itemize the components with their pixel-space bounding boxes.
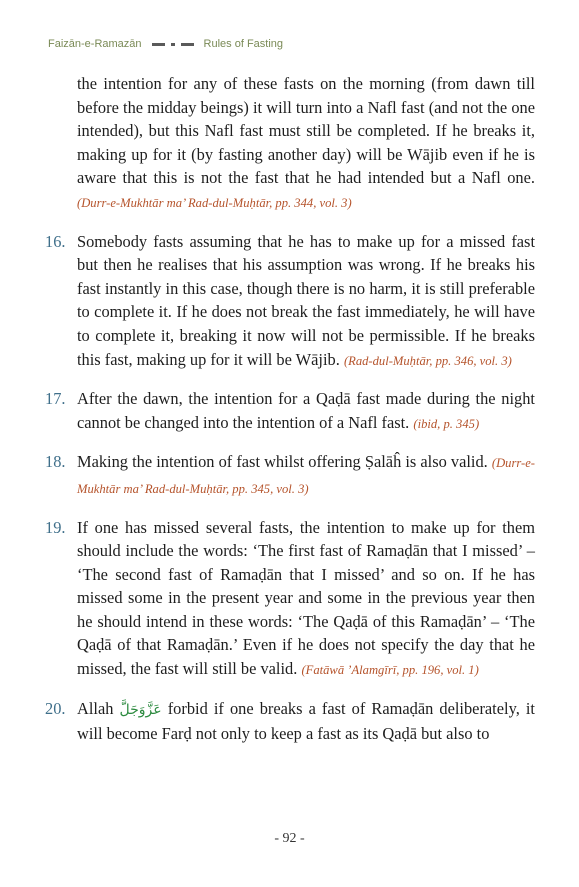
arabic-honorific: عَزَّوَجَلَّ — [119, 701, 162, 718]
item-text: Making the intention of fast whilst offering Ṣalāĥ is also valid. — [77, 452, 488, 472]
separator-dot — [171, 43, 175, 46]
item-text-end: forbid if one breaks a fast of Ramaḍān deliberately, it will become Farḍ not only to keep a fast as its Qaḍā but also to — [77, 698, 535, 744]
page-content — [45, 72, 535, 746]
page-number: - 92 - — [274, 831, 305, 846]
item-number: 18. — [45, 452, 66, 472]
item-text: If one has missed several fasts, the intention to make up for them should include the words: ‘The first fast of Ramaḍān that I missed’ – ‘The second fast of Ramaḍān that I missed’ and so on. If he has missed some in the present year and some in the previous year then he should intend in these words: ‘The Qaḍā of this Ramaḍān’ – ‘The Qaḍā of that Ramaḍān.’ Even if he does not specify the day that he missed, the fast will still be valid. — [77, 517, 535, 679]
separator-dash — [181, 43, 194, 46]
header-separator — [152, 43, 194, 46]
item-text-start: Allah — [77, 698, 114, 718]
item-body — [77, 697, 535, 746]
item-body — [77, 450, 535, 501]
item-number: 19. — [45, 517, 66, 537]
chapter-title: Rules of Fasting — [203, 38, 284, 50]
item-reference: (ibid, p. 345) — [413, 416, 480, 431]
running-header — [48, 38, 283, 50]
item-body — [77, 387, 535, 436]
separator-dash — [152, 43, 165, 46]
item-number: 17. — [45, 389, 66, 409]
item-number: 16. — [45, 231, 66, 251]
list-item — [45, 450, 535, 501]
item-body — [77, 516, 535, 683]
book-title: Faizān-e-Ramazān — [48, 38, 142, 50]
item-body — [77, 230, 535, 374]
intro-paragraph — [77, 72, 535, 216]
list-item — [45, 230, 535, 374]
item-number: 20. — [45, 698, 66, 718]
intro-reference: (Durr-e-Mukhtār ma’ Rad-dul-Muḥtār, pp. 344, vol. 3) — [77, 195, 352, 210]
list-item — [45, 387, 535, 436]
item-reference: (Fatāwā ’Alamgīrī, pp. 196, vol. 1) — [301, 663, 479, 678]
item-reference: (Rad-dul-Muḥtār, pp. 346, vol. 3) — [343, 353, 512, 368]
item-reference: (Durr-e-Mukhtār ma’ Rad-dul-Muḥtār, pp. 345, vol. 3) — [77, 456, 536, 496]
list-item — [45, 516, 535, 683]
intro-text: the intention for any of these fasts on the morning (from dawn till before the midday beings) it will turn into a Nafl fast (and not the one intended), but this Nafl fast must still be completed. If he breaks it, making up for it (by fasting another day) will be Wājib even if he is aware that this is not the fast that he had intended but a Nafl one. — [77, 74, 535, 188]
item-text: After the dawn, the intention for a Qaḍā fast made during the night cannot be changed into the intention of a Nafl fast. — [77, 389, 535, 432]
list-item — [45, 697, 535, 746]
item-text: Somebody fasts assuming that he has to make up for a missed fast but then he realises that his assumption was wrong. If he breaks his fast instantly in this case, though there is no harm, it is still preferable to complete it. If he does not break the fast immediately, he will have to complete it, breaking it now will not be permissible. If he breaks this fast, making up for it will be Wājib. — [77, 231, 535, 369]
